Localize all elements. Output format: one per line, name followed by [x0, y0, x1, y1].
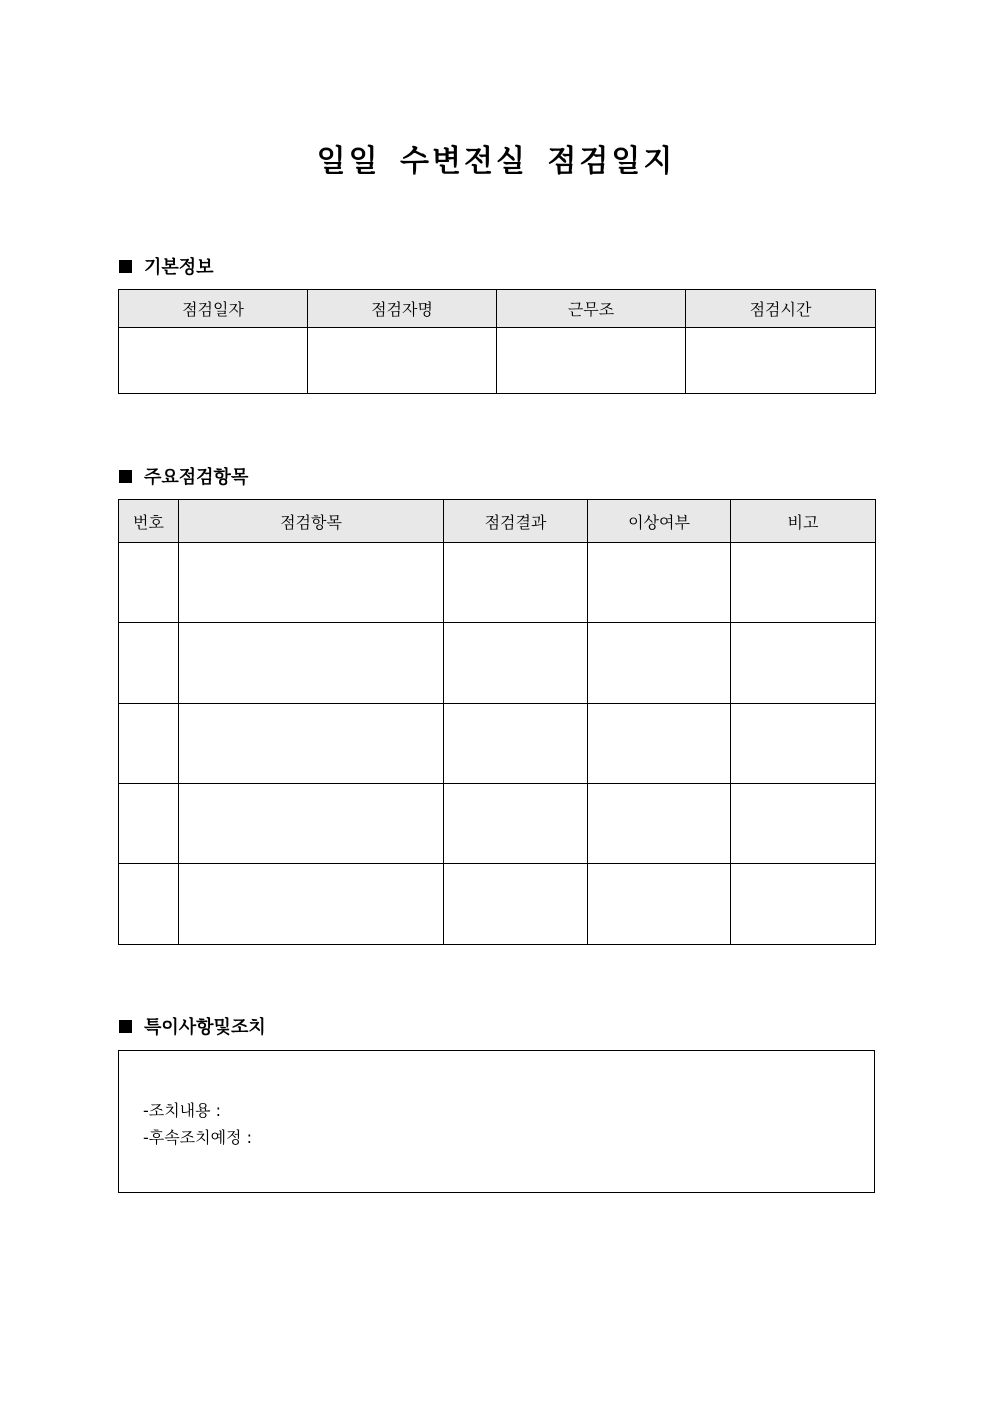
basic-info-heading-label: 기본정보	[144, 257, 214, 278]
column-header-inspection-item: 점검항목	[179, 500, 444, 543]
column-header-inspection-result: 점검결과	[444, 500, 588, 543]
inspection-date-cell[interactable]	[119, 328, 308, 394]
inspection-result-cell[interactable]	[444, 543, 588, 623]
work-shift-cell[interactable]	[497, 328, 686, 394]
column-header-abnormality: 이상여부	[588, 500, 731, 543]
number-cell[interactable]	[119, 864, 179, 945]
basic-info-entry-row	[119, 328, 876, 394]
main-items-heading-label: 주요점검항목	[144, 467, 249, 488]
column-header-remarks: 비고	[731, 500, 876, 543]
column-header-inspection-date: 점검일자	[119, 290, 308, 328]
main-items-header-row	[119, 500, 876, 543]
column-header-inspector-name: 점검자명	[308, 290, 497, 328]
inspection-item-cell[interactable]	[179, 784, 444, 864]
inspector-name-cell[interactable]	[308, 328, 497, 394]
black-square-icon	[119, 260, 132, 273]
inspection-result-cell[interactable]	[444, 784, 588, 864]
main-items-table	[118, 499, 876, 945]
followup-action-label: -후속조치예정 :	[143, 1128, 252, 1147]
inspection-result-cell[interactable]	[444, 704, 588, 784]
black-square-icon	[119, 1020, 132, 1033]
special-notes-heading-label: 특이사항및조치	[144, 1017, 266, 1038]
inspection-item-cell[interactable]	[179, 623, 444, 704]
special-notes-box[interactable]	[118, 1050, 875, 1193]
inspection-item-cell[interactable]	[179, 864, 444, 945]
abnormality-cell[interactable]	[588, 543, 731, 623]
basic-info-header-row	[119, 290, 876, 328]
inspection-result-cell[interactable]	[444, 623, 588, 704]
inspection-item-cell[interactable]	[179, 704, 444, 784]
column-header-inspection-time: 점검시간	[686, 290, 876, 328]
action-content-label: -조치내용 :	[143, 1101, 222, 1120]
inspection-time-cell[interactable]	[686, 328, 876, 394]
abnormality-cell[interactable]	[588, 864, 731, 945]
abnormality-cell[interactable]	[588, 704, 731, 784]
page-title: 일일 수변전실 점검일지	[316, 144, 676, 179]
special-notes-heading	[119, 1013, 266, 1039]
abnormality-cell[interactable]	[588, 784, 731, 864]
table-row	[119, 543, 876, 623]
number-cell[interactable]	[119, 623, 179, 704]
number-cell[interactable]	[119, 543, 179, 623]
basic-info-table	[118, 289, 876, 394]
remarks-cell[interactable]	[731, 784, 876, 864]
inspection-item-cell[interactable]	[179, 543, 444, 623]
table-row	[119, 784, 876, 864]
table-row	[119, 864, 876, 945]
remarks-cell[interactable]	[731, 543, 876, 623]
abnormality-cell[interactable]	[588, 623, 731, 704]
main-items-heading	[119, 463, 248, 489]
basic-info-heading	[119, 253, 214, 279]
inspection-result-cell[interactable]	[444, 864, 588, 945]
remarks-cell[interactable]	[731, 623, 876, 704]
table-row	[119, 623, 876, 704]
number-cell[interactable]	[119, 704, 179, 784]
remarks-cell[interactable]	[731, 864, 876, 945]
remarks-cell[interactable]	[731, 704, 876, 784]
column-header-number: 번호	[119, 500, 179, 543]
column-header-work-shift: 근무조	[497, 290, 686, 328]
table-row	[119, 704, 876, 784]
number-cell[interactable]	[119, 784, 179, 864]
black-square-icon	[119, 470, 132, 483]
